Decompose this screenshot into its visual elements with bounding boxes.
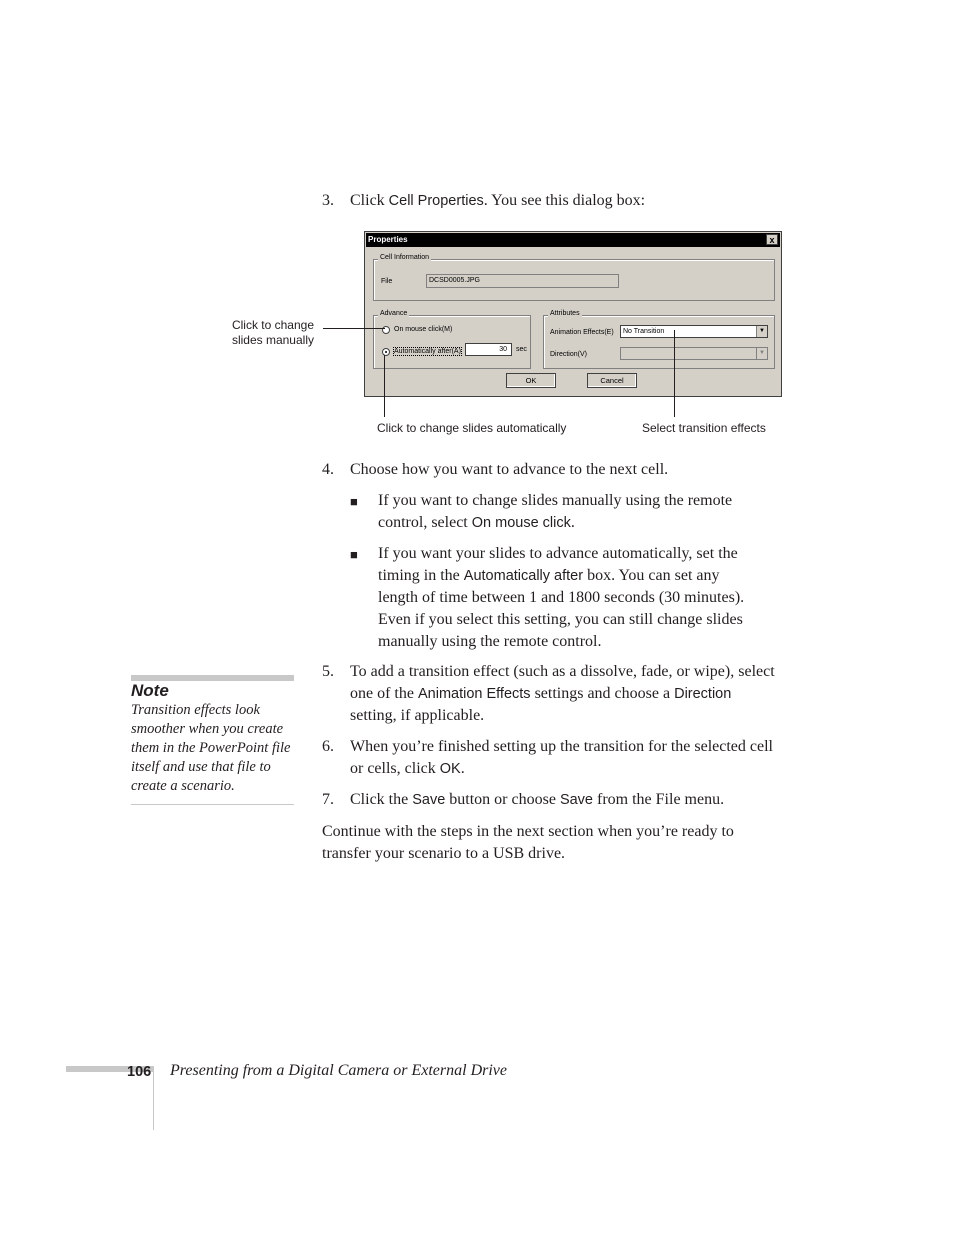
- group-label: Attributes: [550, 310, 580, 317]
- attributes-group: [543, 310, 775, 369]
- bullet-1-text: If you want to change slides manually using the remote control, select On mouse click.: [378, 492, 733, 531]
- animation-effects-label: Animation Effects(E): [550, 329, 614, 336]
- step-text: Click Cell Properties. You see this dialog box:: [350, 192, 646, 209]
- bullet-square-icon: ■: [350, 494, 358, 509]
- dialog-title: Properties: [368, 235, 408, 244]
- step-4-text: Choose how you want to advance to the next cell.: [350, 461, 669, 478]
- sec-unit: sec: [516, 346, 527, 353]
- step-number: 7.: [322, 791, 334, 808]
- direction-select[interactable]: [620, 347, 768, 360]
- dialog-titlebar: [366, 233, 780, 247]
- advance-group: [373, 310, 531, 369]
- on-mouse-click-label[interactable]: On mouse click(M): [394, 326, 453, 333]
- callout-transition: Select transition effects: [642, 421, 766, 435]
- bullet-square-icon: ■: [350, 547, 358, 562]
- close-icon[interactable]: x: [766, 234, 778, 245]
- footer-title: Presenting from a Digital Camera or External Drive: [170, 1062, 507, 1079]
- note-heading: Note: [131, 681, 169, 700]
- ok-button[interactable]: OK: [506, 373, 556, 388]
- cell-information-group: [373, 254, 775, 301]
- file-label: File: [381, 278, 393, 285]
- callout-line-automatic: [384, 355, 385, 417]
- step-number: 3.: [322, 192, 334, 209]
- automatically-after-label[interactable]: Automatically after(A): [394, 348, 461, 355]
- chevron-down-icon[interactable]: ▼: [756, 348, 767, 359]
- direction-label: Direction(V): [550, 351, 587, 358]
- properties-dialog: [364, 231, 782, 397]
- step-5-text: To add a transition effect (such as a dissolve, fade, or wipe), select one of the Animation Effects settings and choose a Direction setting, if applicable.: [350, 663, 775, 724]
- callout-line-transition: [674, 330, 675, 417]
- bullet-2-text: If you want your slides to advance automatically, set the timing in the Automatically after box. You can set any length of time between 1 and 1800 seconds (30 minutes). Even if you select this setting, you can still change slides manually using the remote control.: [378, 545, 745, 650]
- step-number: 6.: [322, 738, 334, 755]
- cancel-button[interactable]: Cancel: [587, 373, 637, 388]
- callout-manual: Click to change slides manually: [231, 318, 314, 347]
- group-label: Cell Information: [380, 254, 430, 261]
- page-number: 106: [127, 1064, 152, 1080]
- group-label: Advance: [380, 310, 408, 317]
- continue-paragraph: Continue with the steps in the next section when you’re ready to transfer your scenario to a USB drive.: [322, 823, 734, 862]
- animation-effects-value: No Transition: [623, 328, 665, 335]
- animation-effects-select[interactable]: [620, 325, 768, 338]
- step-number: 5.: [322, 663, 334, 680]
- file-field: DCSD0005.JPG: [426, 274, 619, 288]
- callout-automatic: Click to change slides automatically: [377, 421, 567, 435]
- step-7-text: Click the Save button or choose Save from the File menu.: [350, 791, 725, 808]
- chevron-down-icon[interactable]: ▼: [756, 326, 767, 337]
- step-6-text: When you’re finished setting up the transition for the selected cell or cells, click OK.: [350, 738, 773, 777]
- callout-line-manual: [323, 328, 385, 329]
- note-text: Transition effects look smoother when you create them in the PowerPoint file itself and use that file to create a scenario.: [131, 702, 291, 794]
- step-number: 4.: [322, 461, 334, 478]
- note-divider: [131, 804, 294, 805]
- seconds-input[interactable]: 30: [465, 343, 512, 356]
- footer-rule: [153, 1066, 154, 1130]
